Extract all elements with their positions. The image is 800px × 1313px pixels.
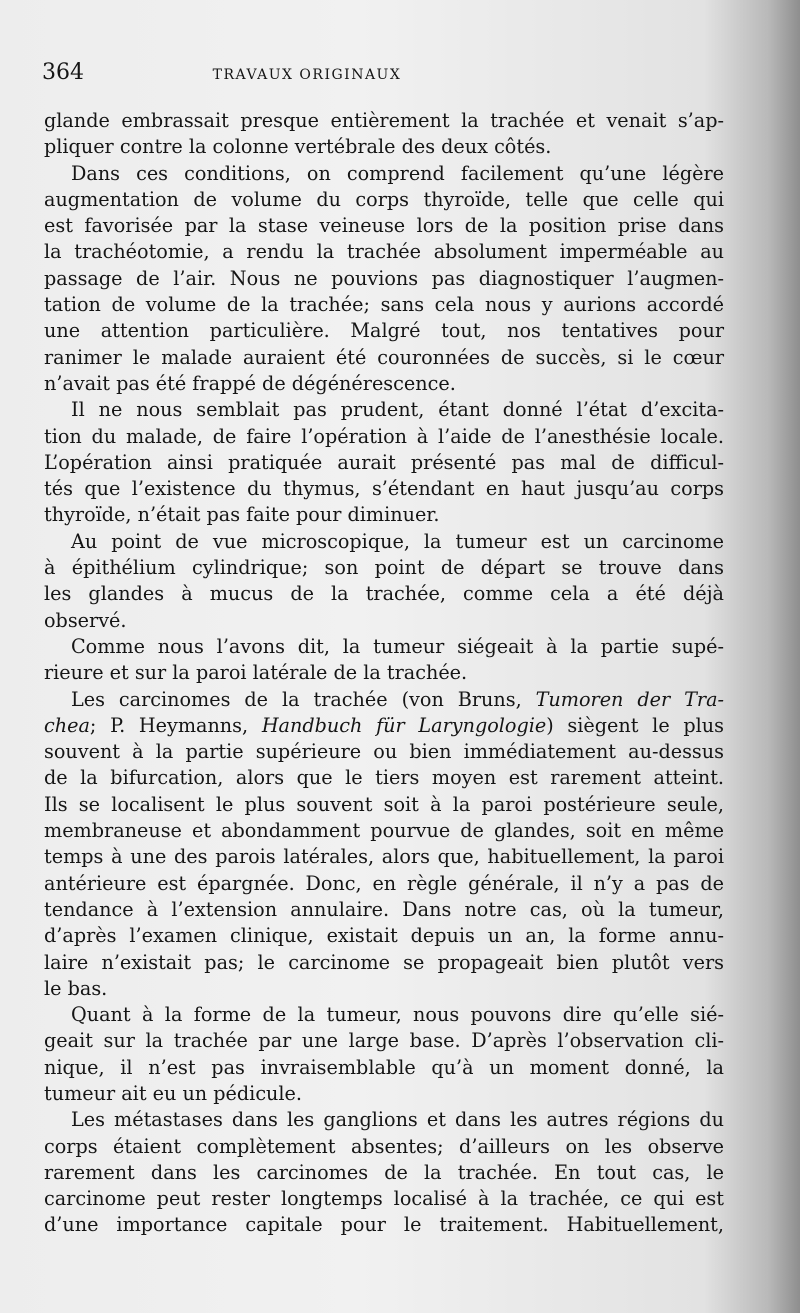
text-span: ; P. Heymanns,	[89, 713, 262, 737]
text-line: Ils se localisent le plus souvent soit à la paroi postérieure seule,	[44, 792, 724, 816]
text-line: d’une importance capitale pour le traitement. Habituellement,	[44, 1213, 724, 1237]
text-line: pliquer contre la colonne vertébrale des deux côtés.	[44, 135, 552, 159]
running-title: TRAVAUX ORIGINAUX	[212, 67, 402, 83]
text-line: glande embrassait presque entièrement la trachée et venait s’ap-	[44, 109, 724, 132]
text-line: laire n’existait pas; le carcinome se propageait bien plutôt vers	[44, 950, 724, 974]
italic-text: Handbuch für Laryngologie	[261, 713, 547, 737]
text-line	[44, 687, 724, 713]
text-line: Au point de vue microscopique, la tumeur est un carcinome	[71, 529, 724, 553]
text-line: rieure et sur la paroi latérale de la trachée.	[44, 661, 468, 685]
text-line: passage de l’air. Nous ne pouvions pas diagnostiquer l’augmen-	[44, 266, 724, 290]
text-line: Dans ces conditions, on comprend facilement qu’une légère	[71, 161, 724, 185]
text-line: ranimer le malade auraient été couronnées de succès, si le cœur	[44, 345, 724, 369]
text-line: à épithélium cylindrique; son point de départ se trouve dans	[44, 556, 724, 580]
text-line: carcinome peut rester longtemps localisé à la trachée, ce qui est	[44, 1187, 724, 1211]
text-line: le bas.	[44, 976, 108, 1000]
page-header	[42, 60, 762, 96]
text-line: membraneuse et abondamment pourvue de glandes, soit en même	[44, 819, 724, 843]
text-line: tendance à l’extension annulaire. Dans notre cas, où la tumeur,	[44, 897, 724, 921]
body-text	[44, 108, 724, 1239]
text-line: est favorisée par la stase veineuse lors de la position prise dans	[44, 214, 724, 238]
text-line: tion du malade, de faire l’opération à l’aide de l’anesthésie locale.	[44, 424, 724, 448]
text-line: observé.	[44, 608, 127, 632]
text-line	[44, 713, 724, 739]
text-line: geait sur la trachée par une large base. D’après l’observation cli-	[44, 1029, 724, 1053]
text-line: L’opération ainsi pratiquée aurait présenté pas mal de difficul-	[44, 450, 724, 474]
text-line: Comme nous l’avons dit, la tumeur siégeait à la partie supé-	[71, 634, 724, 658]
text-line: rarement dans les carcinomes de la trachée. En tout cas, le	[44, 1160, 724, 1184]
text-span: ) siègent le plus	[546, 713, 724, 737]
italic-text: Tumoren der Tra-	[535, 687, 725, 711]
text-line: les glandes à mucus de la trachée, comme cela a été déjà	[44, 582, 724, 606]
text-line: souvent à la partie supérieure ou bien immédiatement au-dessus	[44, 740, 724, 764]
text-line: tation de volume de la trachée; sans cela nous y aurions accordé	[44, 293, 724, 317]
page-number: 364	[42, 60, 84, 85]
text-line: thyroïde, n’était pas faite pour diminuer.	[44, 503, 440, 527]
text-line: tumeur ait eu un pédicule.	[44, 1081, 303, 1105]
text-line: nique, il n’est pas invraisemblable qu’à un moment donné, la	[44, 1055, 724, 1079]
text-line: de la bifurcation, alors que le tiers moyen est rarement atteint.	[44, 766, 724, 790]
text-line: augmentation de volume du corps thyroïde, telle que celle qui	[44, 187, 724, 211]
text-line: la trachéotomie, a rendu la trachée absolument imperméable au	[44, 240, 724, 264]
text-line: d’après l’examen clinique, existait depuis un an, la forme annu-	[44, 924, 724, 948]
text-line: tés que l’existence du thymus, s’étendant en haut jusqu’au corps	[44, 477, 724, 501]
text-line: n’avait pas été frappé de dégénérescence.	[44, 371, 456, 395]
text-span: Les carcinomes de la trachée (von Bruns,	[71, 687, 536, 711]
text-line: corps étaient complètement absentes; d’ailleurs on les observe	[44, 1134, 724, 1158]
text-line: Les métastases dans les ganglions et dans les autres régions du	[71, 1108, 724, 1132]
text-line: temps à une des parois latérales, alors que, habituellement, la paroi	[44, 845, 724, 869]
text-line: Il ne nous semblait pas prudent, étant donné l’état d’excita-	[71, 398, 724, 422]
italic-text: chea	[44, 713, 90, 737]
text-line: Quant à la forme de la tumeur, nous pouvons dire qu’elle sié-	[71, 1003, 724, 1027]
text-line: une attention particulière. Malgré tout, nos tentatives pour	[44, 319, 724, 343]
text-line: antérieure est épargnée. Donc, en règle générale, il n’y a pas de	[44, 871, 724, 895]
